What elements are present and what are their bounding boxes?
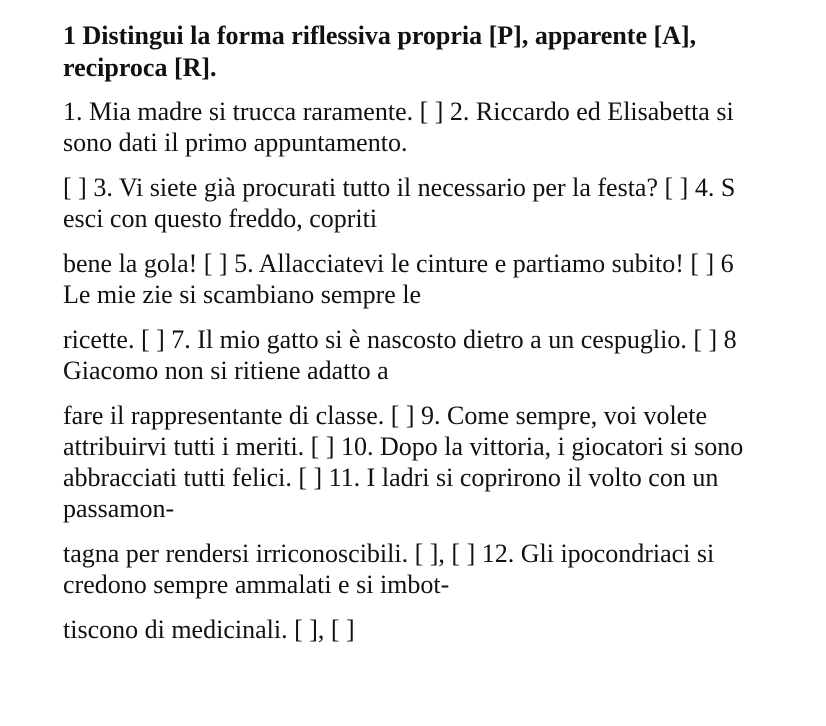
exercise-paragraph xyxy=(63,172,826,234)
text-line: 1. Mia madre si trucca raramente. [ ] 2. Riccardo ed Elisabetta si xyxy=(63,97,734,126)
text-line: credono sempre ammalati e si imbot- xyxy=(63,570,450,599)
text-line: bene la gola! [ ] 5. Allacciatevi le cinture e partiamo subito! [ ] 6 xyxy=(63,249,734,278)
text-line: abbracciati tutti felici. [ ] 11. I ladri si coprirono il volto con un xyxy=(63,463,719,492)
text-line: [ ] 3. Vi siete già procurati tutto il necessario per la festa? [ ] 4. S xyxy=(63,173,736,202)
exercise-page xyxy=(63,20,826,659)
text-line: passamon- xyxy=(63,494,175,523)
text-line: attribuirvi tutti i meriti. [ ] 10. Dopo la vittoria, i giocatori si sono xyxy=(63,432,744,461)
text-line: tiscono di medicinali. [ ], [ ] xyxy=(63,615,355,644)
exercise-paragraph xyxy=(63,400,826,524)
exercise-paragraph xyxy=(63,324,826,386)
text-line: tagna per rendersi irriconoscibili. [ ], [ ] 12. Gli ipocondriaci si xyxy=(63,539,715,568)
text-line: Giacomo non si ritiene adatto a xyxy=(63,356,389,385)
text-line: fare il rappresentante di classe. [ ] 9. Come sempre, voi volete xyxy=(63,401,707,430)
text-line: esci con questo freddo, copriti xyxy=(63,204,378,233)
text-line: ricette. [ ] 7. Il mio gatto si è nascosto dietro a un cespuglio. [ ] 8 xyxy=(63,325,737,354)
text-line: Le mie zie si scambiano sempre le xyxy=(63,280,422,309)
exercise-title: 1 Distingui la forma riflessiva propria [P], apparente [A], reciproca [R]. xyxy=(63,21,697,82)
exercise-paragraph xyxy=(63,538,826,600)
exercise-paragraph xyxy=(63,614,826,645)
text-line: sono dati il primo appuntamento. xyxy=(63,128,408,157)
exercise-paragraph xyxy=(63,248,826,310)
exercise-paragraph xyxy=(63,96,826,158)
